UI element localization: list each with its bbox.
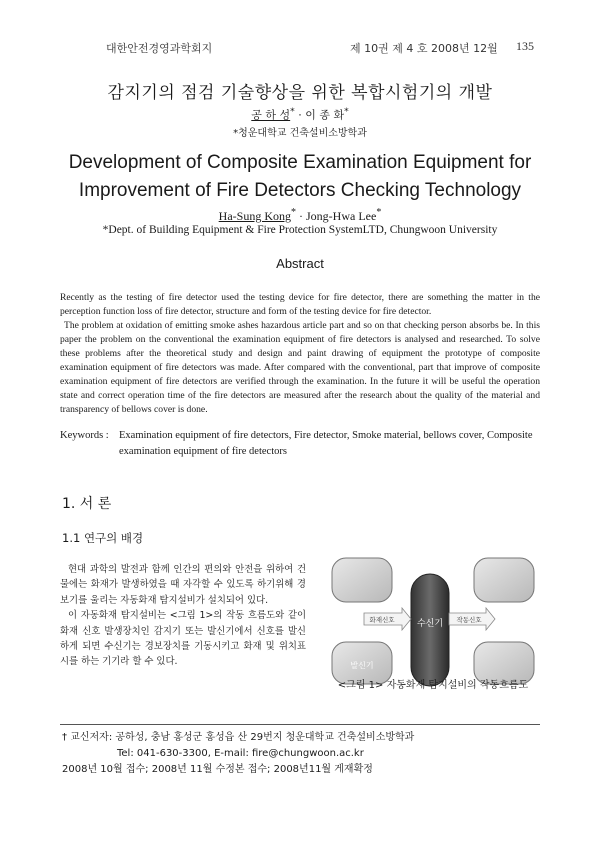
title-english-line2: Improvement of Fire Detectors Checking Technology [78,180,522,201]
author-sep-kr: · [294,108,306,122]
abstract-paragraph-2: The problem at oxidation of emitting smoke ashes hazardous article part and so on that checking person absorbs be. In this paper the problem on the conventional the examination equipment of fire detectors is analysed and researched. To solve these problems after the theoretical study and design and paint drawing of equipment the prototype of composite examination equipment of fire detectors was made. After compared with the conventional, part that improve of composite examination equipment of fire detectors are verified through the examination. In the future it will be useful the operation state and correct operation time of the fire detectors are measured after the research about the quality of the material and transparency of bellows cover is done. [60,320,540,415]
page-number: 135 [516,39,534,53]
receiver-label: 수신기 [416,619,444,629]
abstract-heading: Abstract [276,256,324,271]
body-paragraph-1: 현대 과학의 발전과 함께 인간의 편의와 안전을 위하여 건물에는 화재가 발생하였을 때 자각할 수 있도록 하기위해 경보기를 울리는 자동화재 탐지설비가 설치되어 있다. [60,564,306,606]
keywords-label: Keywords : [60,430,109,441]
footnote-dates: 2008년 10월 접수; 2008년 11월 수정본 접수; 2008년11월 게재확정 [62,764,373,775]
operation-signal-label: 작동신호 [456,616,482,624]
section-1-1-heading: 1.1 연구의 배경 [62,531,144,545]
author-1-kr: 공 하 성 [251,108,291,122]
title-korean: 감지기의 점검 기술향상을 위한 복합시험기의 개발 [107,83,493,103]
author-2-kr-mark: * [344,106,349,117]
footnote-divider [60,724,540,725]
receiver-box [411,574,449,686]
body-paragraph-2: 이 자동화재 탐지설비는 <그림 1>의 작동 흐름도와 같이 화재 신호 발생장치인 감지기 또는 발신기에서 신호를 발신하게 되면 수신기는 경보장치를 기동시키고 화재 및 위치표시를 하는 기기라 할 수 있다. [60,610,306,668]
author-1-en-mark: * [291,207,296,218]
keywords [60,428,550,460]
affiliation-korean: *청운대학교 건축설비소방학과 [233,128,367,139]
author-1-en: Ha-Sung Kong [218,209,291,223]
journal-name: 대한안전경영과학회지 [106,42,213,55]
footnote [62,730,542,778]
author-2-kr: 이 종 화 [305,108,345,122]
abstract-paragraph-1: Recently as the testing of fire detector used the testing device for fire detector, there are something the matter in the perception function loss of fire detector, structure and form of the testing device for fire detector. [60,292,540,317]
author-sep-en: · [296,209,306,223]
authors-english [0,207,600,224]
title-english-line1: Development of Composite Examination Equipment for [68,152,532,173]
body-text [60,562,306,670]
section-1-heading: 1. 서 론 [62,496,112,512]
alarm-box-top [474,558,534,602]
authors-korean [0,106,600,123]
detector-box-top [332,558,392,602]
fire-signal-label: 화재신호 [369,616,395,624]
footnote-contact: Tel: 041-630-3300, E-mail: fire@chungwoon.ac.kr [117,748,364,759]
figure-1-caption: <그림 1> 자동화재 탐지설비의 작동흐름도 [337,680,529,691]
affiliation-english: *Dept. of Building Equipment & Fire Protection SystemLTD, Chungwoon University [102,224,498,236]
author-1-kr-mark: * [290,106,295,117]
transmitter-label: 발신기 [350,661,374,670]
abstract-body [60,291,540,417]
footnote-corresponding-author: † 교신저자: 공하성, 충남 홍성군 홍성읍 산 29번지 청운대학교 건축설비소방학과 [62,732,415,743]
keywords-text: Examination equipment of fire detectors, Fire detector, Smoke material, bellows cover, Composite examination equipment of fire detectors [119,430,533,457]
author-2-en: Jong-Hwa Lee [306,209,377,223]
author-2-en-mark: * [376,207,382,218]
issue-info: 제 10권 제 4 호 2008년 12월 [350,42,498,55]
